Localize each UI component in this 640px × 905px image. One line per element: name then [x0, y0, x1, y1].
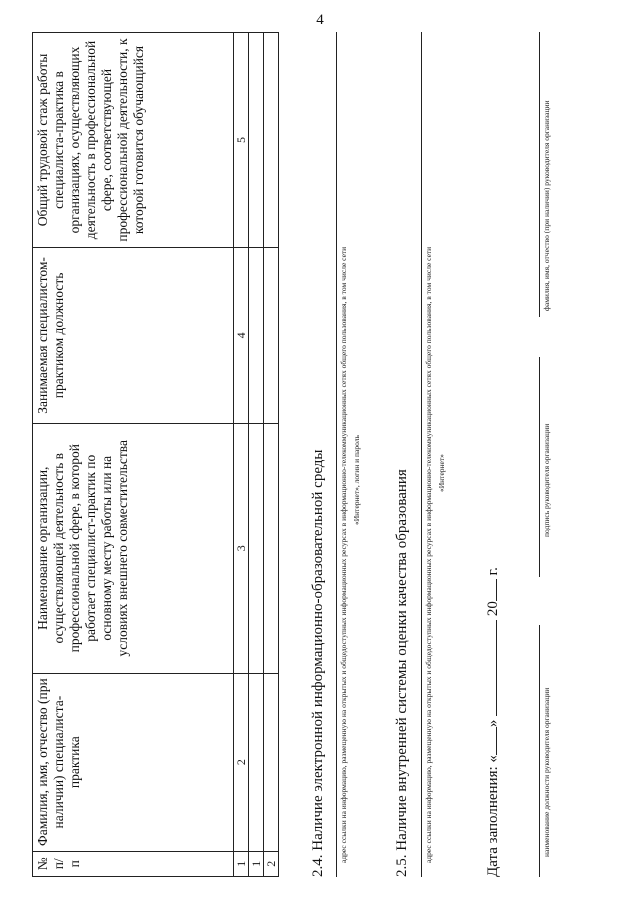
practitioners-table: [32, 32, 279, 877]
section-2-5-line: [421, 32, 422, 877]
col-header-number: № п/п: [33, 851, 234, 876]
position-caption: наименование должности руководителя организации: [542, 687, 551, 857]
signature-caption: подпись руководителя организации: [542, 423, 551, 537]
column-number: 4: [234, 248, 249, 424]
table-cell: [264, 33, 279, 248]
signature-line: [539, 357, 540, 577]
name-line: [539, 32, 540, 317]
column-number: 3: [234, 423, 249, 673]
table-cell: 2: [264, 851, 279, 876]
table-cell: [249, 33, 264, 248]
name-caption: фамилия, имя, отчество (при наличии) руководителя организации: [542, 100, 551, 311]
table-cell: [264, 248, 279, 424]
position-line: [539, 625, 540, 877]
table-header-row: [33, 33, 234, 877]
rotated-sheet: [32, 32, 592, 877]
section-2-5-caption: адрес ссылки на информацию, размещенную на открытых и общедоступных информационных ресурсах в информационно-телекоммуникационных сетях общего пользования, в том числе сети: [424, 246, 433, 863]
table-cell: 1: [249, 851, 264, 876]
fill-date-year-prefix: 20: [485, 601, 501, 617]
section-2-5-caption-2: «Интернет»: [437, 454, 446, 492]
month-blank: [482, 620, 497, 716]
fill-date-year-suffix: г.: [485, 567, 501, 576]
page-number: 4: [316, 12, 324, 28]
section-2-4-line: [336, 32, 337, 877]
section-2-4-caption-2: «Интернет», логин и пароль: [352, 435, 361, 525]
table-cell: [264, 423, 279, 673]
table-row: [264, 33, 279, 877]
table-cell: [264, 673, 279, 851]
col-header-name: Фамилия, имя, отчество (при наличии) специалиста-практика: [33, 673, 234, 851]
col-header-organization: Наименование организации, осуществляющей деятельность в профессиональной сфере, в которой работает специалист-практик по основному месту работы или на условиях внешнего совместительства: [33, 423, 234, 673]
column-number: 5: [234, 33, 249, 248]
table-cell: [249, 673, 264, 851]
section-2-4-caption: адрес ссылки на информацию, размещенную на открытых и общедоступных информационных ресурсах в информационно-телекоммуникационных сетях общего пользования, в том числе сети: [339, 246, 348, 863]
table-cell: [249, 248, 264, 424]
column-number: 1: [234, 851, 249, 876]
column-number-row: [234, 33, 249, 877]
landscape-content: [32, 32, 592, 877]
fill-date: [482, 567, 502, 877]
section-2-5-title: 2.5. Наличие внутренней системы оценки качества образования: [394, 469, 410, 877]
col-header-position: Занимаемая специалистом-практиком должность: [33, 248, 234, 424]
year-blank: [482, 579, 497, 601]
column-number: 2: [234, 673, 249, 851]
col-header-experience: Общий трудовой стаж работы специалиста-практика в организациях, осуществляющих деятельность в профессиональной сфере, соответствующей профессиональной деятельности, к которой готовится обучающийся: [33, 33, 234, 248]
table-cell: [249, 423, 264, 673]
day-blank: [482, 727, 497, 755]
fill-date-label: Дата заполнения: «: [485, 755, 501, 877]
section-2-4-title: 2.4. Наличие электронной информационно-образовательной среды: [310, 449, 326, 877]
fill-date-mid: »: [485, 719, 501, 728]
table-row: [249, 33, 264, 877]
